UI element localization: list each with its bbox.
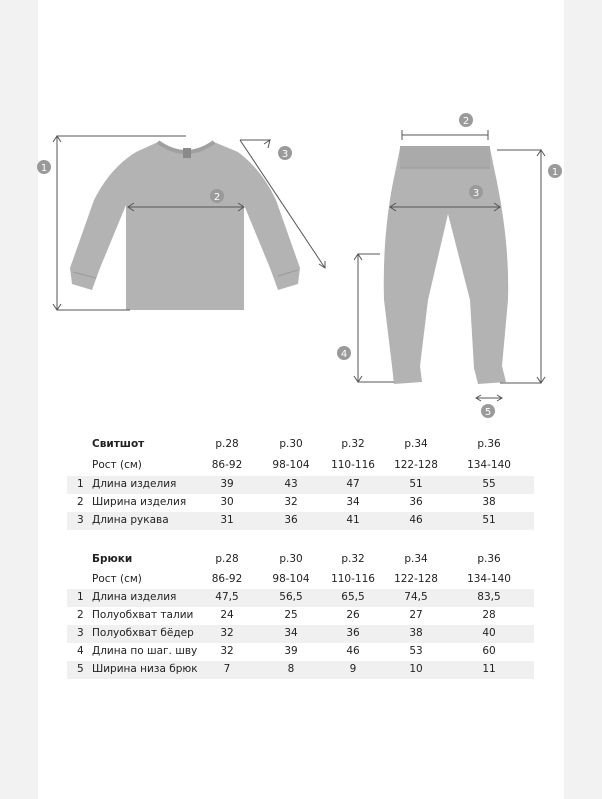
row-value: 7 — [223, 663, 231, 675]
table-row — [0, 494, 602, 512]
row-value: 32 — [220, 645, 234, 657]
row-number: 2 — [77, 609, 84, 621]
row-number: 2 — [77, 496, 84, 508]
height-value: 86-92 — [211, 459, 243, 471]
row-value: 46 — [346, 645, 360, 657]
size-label: р.34 — [404, 553, 428, 565]
row-label: Ширина низа брюк — [92, 663, 198, 675]
row-number: 3 — [77, 514, 84, 526]
sweatshirt-illustration — [70, 142, 300, 310]
row-value: 9 — [349, 663, 357, 675]
svg-text:1: 1 — [551, 167, 559, 178]
table-header-row — [0, 436, 602, 454]
table-row — [0, 661, 602, 679]
size-label: р.36 — [477, 553, 501, 565]
height-value: 110-116 — [331, 459, 375, 471]
row-number: 1 — [77, 478, 84, 490]
svg-text:3: 3 — [472, 188, 480, 199]
row-value: 27 — [409, 609, 423, 621]
pants-marker-1 — [548, 164, 562, 178]
row-value: 36 — [409, 496, 423, 508]
row-value: 26 — [346, 609, 360, 621]
svg-text:2: 2 — [213, 192, 221, 203]
svg-text:2: 2 — [462, 116, 470, 127]
row-value: 36 — [284, 514, 298, 526]
row-value: 40 — [482, 627, 496, 639]
row-label: Полуобхват талии — [92, 609, 194, 621]
row-value: 32 — [284, 496, 298, 508]
row-number: 4 — [77, 645, 84, 657]
size-label: р.30 — [279, 553, 303, 565]
size-label: р.28 — [215, 553, 239, 565]
row-value: 65,5 — [341, 591, 365, 603]
table-header-row — [0, 551, 602, 569]
row-value: 24 — [220, 609, 234, 621]
height-value: 122-128 — [394, 573, 438, 585]
row-value: 83,5 — [477, 591, 501, 603]
row-value: 41 — [346, 514, 360, 526]
table-row — [0, 512, 602, 530]
sweatshirt-marker-2 — [210, 189, 224, 203]
svg-text:4: 4 — [340, 349, 348, 360]
row-value: 25 — [284, 609, 298, 621]
row-value: 51 — [409, 478, 423, 490]
height-value: 110-116 — [331, 573, 375, 585]
row-value: 38 — [409, 627, 423, 639]
height-value: 134-140 — [467, 573, 511, 585]
table-row — [0, 625, 602, 643]
size-label: р.32 — [341, 553, 365, 565]
row-label: Полуобхват бёдер — [92, 627, 194, 639]
table-row — [0, 589, 602, 607]
svg-text:3: 3 — [281, 149, 289, 160]
height-value: 134-140 — [467, 459, 511, 471]
row-value: 32 — [220, 627, 234, 639]
pants-marker-5 — [481, 404, 495, 418]
row-value: 39 — [220, 478, 234, 490]
table-row — [0, 643, 602, 661]
height-value: 98-104 — [272, 573, 310, 585]
height-row — [0, 571, 602, 589]
pants-marker-3 — [469, 185, 483, 199]
sweatshirt-marker-3 — [278, 146, 292, 160]
height-label: Рост (см) — [92, 573, 142, 585]
row-label: Длина по шаг. шву — [92, 645, 198, 657]
row-value: 55 — [482, 478, 496, 490]
height-label: Рост (см) — [92, 459, 142, 471]
table-title: Свитшот — [92, 438, 145, 450]
pants-marker-4 — [337, 346, 351, 360]
row-label: Длина изделия — [92, 591, 177, 603]
row-value: 39 — [284, 645, 298, 657]
row-value: 34 — [284, 627, 298, 639]
row-value: 47 — [346, 478, 360, 490]
size-label: р.28 — [215, 438, 239, 450]
row-value: 56,5 — [279, 591, 303, 603]
row-value: 51 — [482, 514, 496, 526]
table-row — [0, 607, 602, 625]
size-label: р.34 — [404, 438, 428, 450]
row-value: 38 — [482, 496, 496, 508]
sweatshirt-marker-1 — [37, 160, 51, 174]
pants-marker-2 — [459, 113, 473, 127]
size-label: р.30 — [279, 438, 303, 450]
row-number: 5 — [77, 663, 84, 675]
table-title: Брюки — [92, 553, 133, 565]
row-value: 43 — [284, 478, 298, 490]
row-value: 30 — [220, 496, 234, 508]
row-value: 10 — [409, 663, 423, 675]
height-row — [0, 457, 602, 475]
svg-text:1: 1 — [40, 163, 48, 174]
row-label: Длина рукава — [92, 514, 169, 526]
row-value: 46 — [409, 514, 423, 526]
table-row — [0, 476, 602, 494]
row-value: 34 — [346, 496, 360, 508]
height-value: 98-104 — [272, 459, 310, 471]
row-value: 74,5 — [404, 591, 428, 603]
size-label: р.32 — [341, 438, 365, 450]
row-value: 11 — [482, 663, 496, 675]
row-value: 60 — [482, 645, 496, 657]
pants-illustration — [384, 146, 508, 384]
size-label: р.36 — [477, 438, 501, 450]
height-value: 86-92 — [211, 573, 243, 585]
row-value: 36 — [346, 627, 360, 639]
row-value: 8 — [287, 663, 295, 675]
row-label: Ширина изделия — [92, 496, 187, 508]
row-number: 3 — [77, 627, 84, 639]
height-value: 122-128 — [394, 459, 438, 471]
row-number: 1 — [77, 591, 84, 603]
row-label: Длина изделия — [92, 478, 177, 490]
row-value: 28 — [482, 609, 496, 621]
row-value: 31 — [220, 514, 234, 526]
svg-text:5: 5 — [484, 407, 492, 418]
row-value: 53 — [409, 645, 423, 657]
row-value: 47,5 — [215, 591, 239, 603]
